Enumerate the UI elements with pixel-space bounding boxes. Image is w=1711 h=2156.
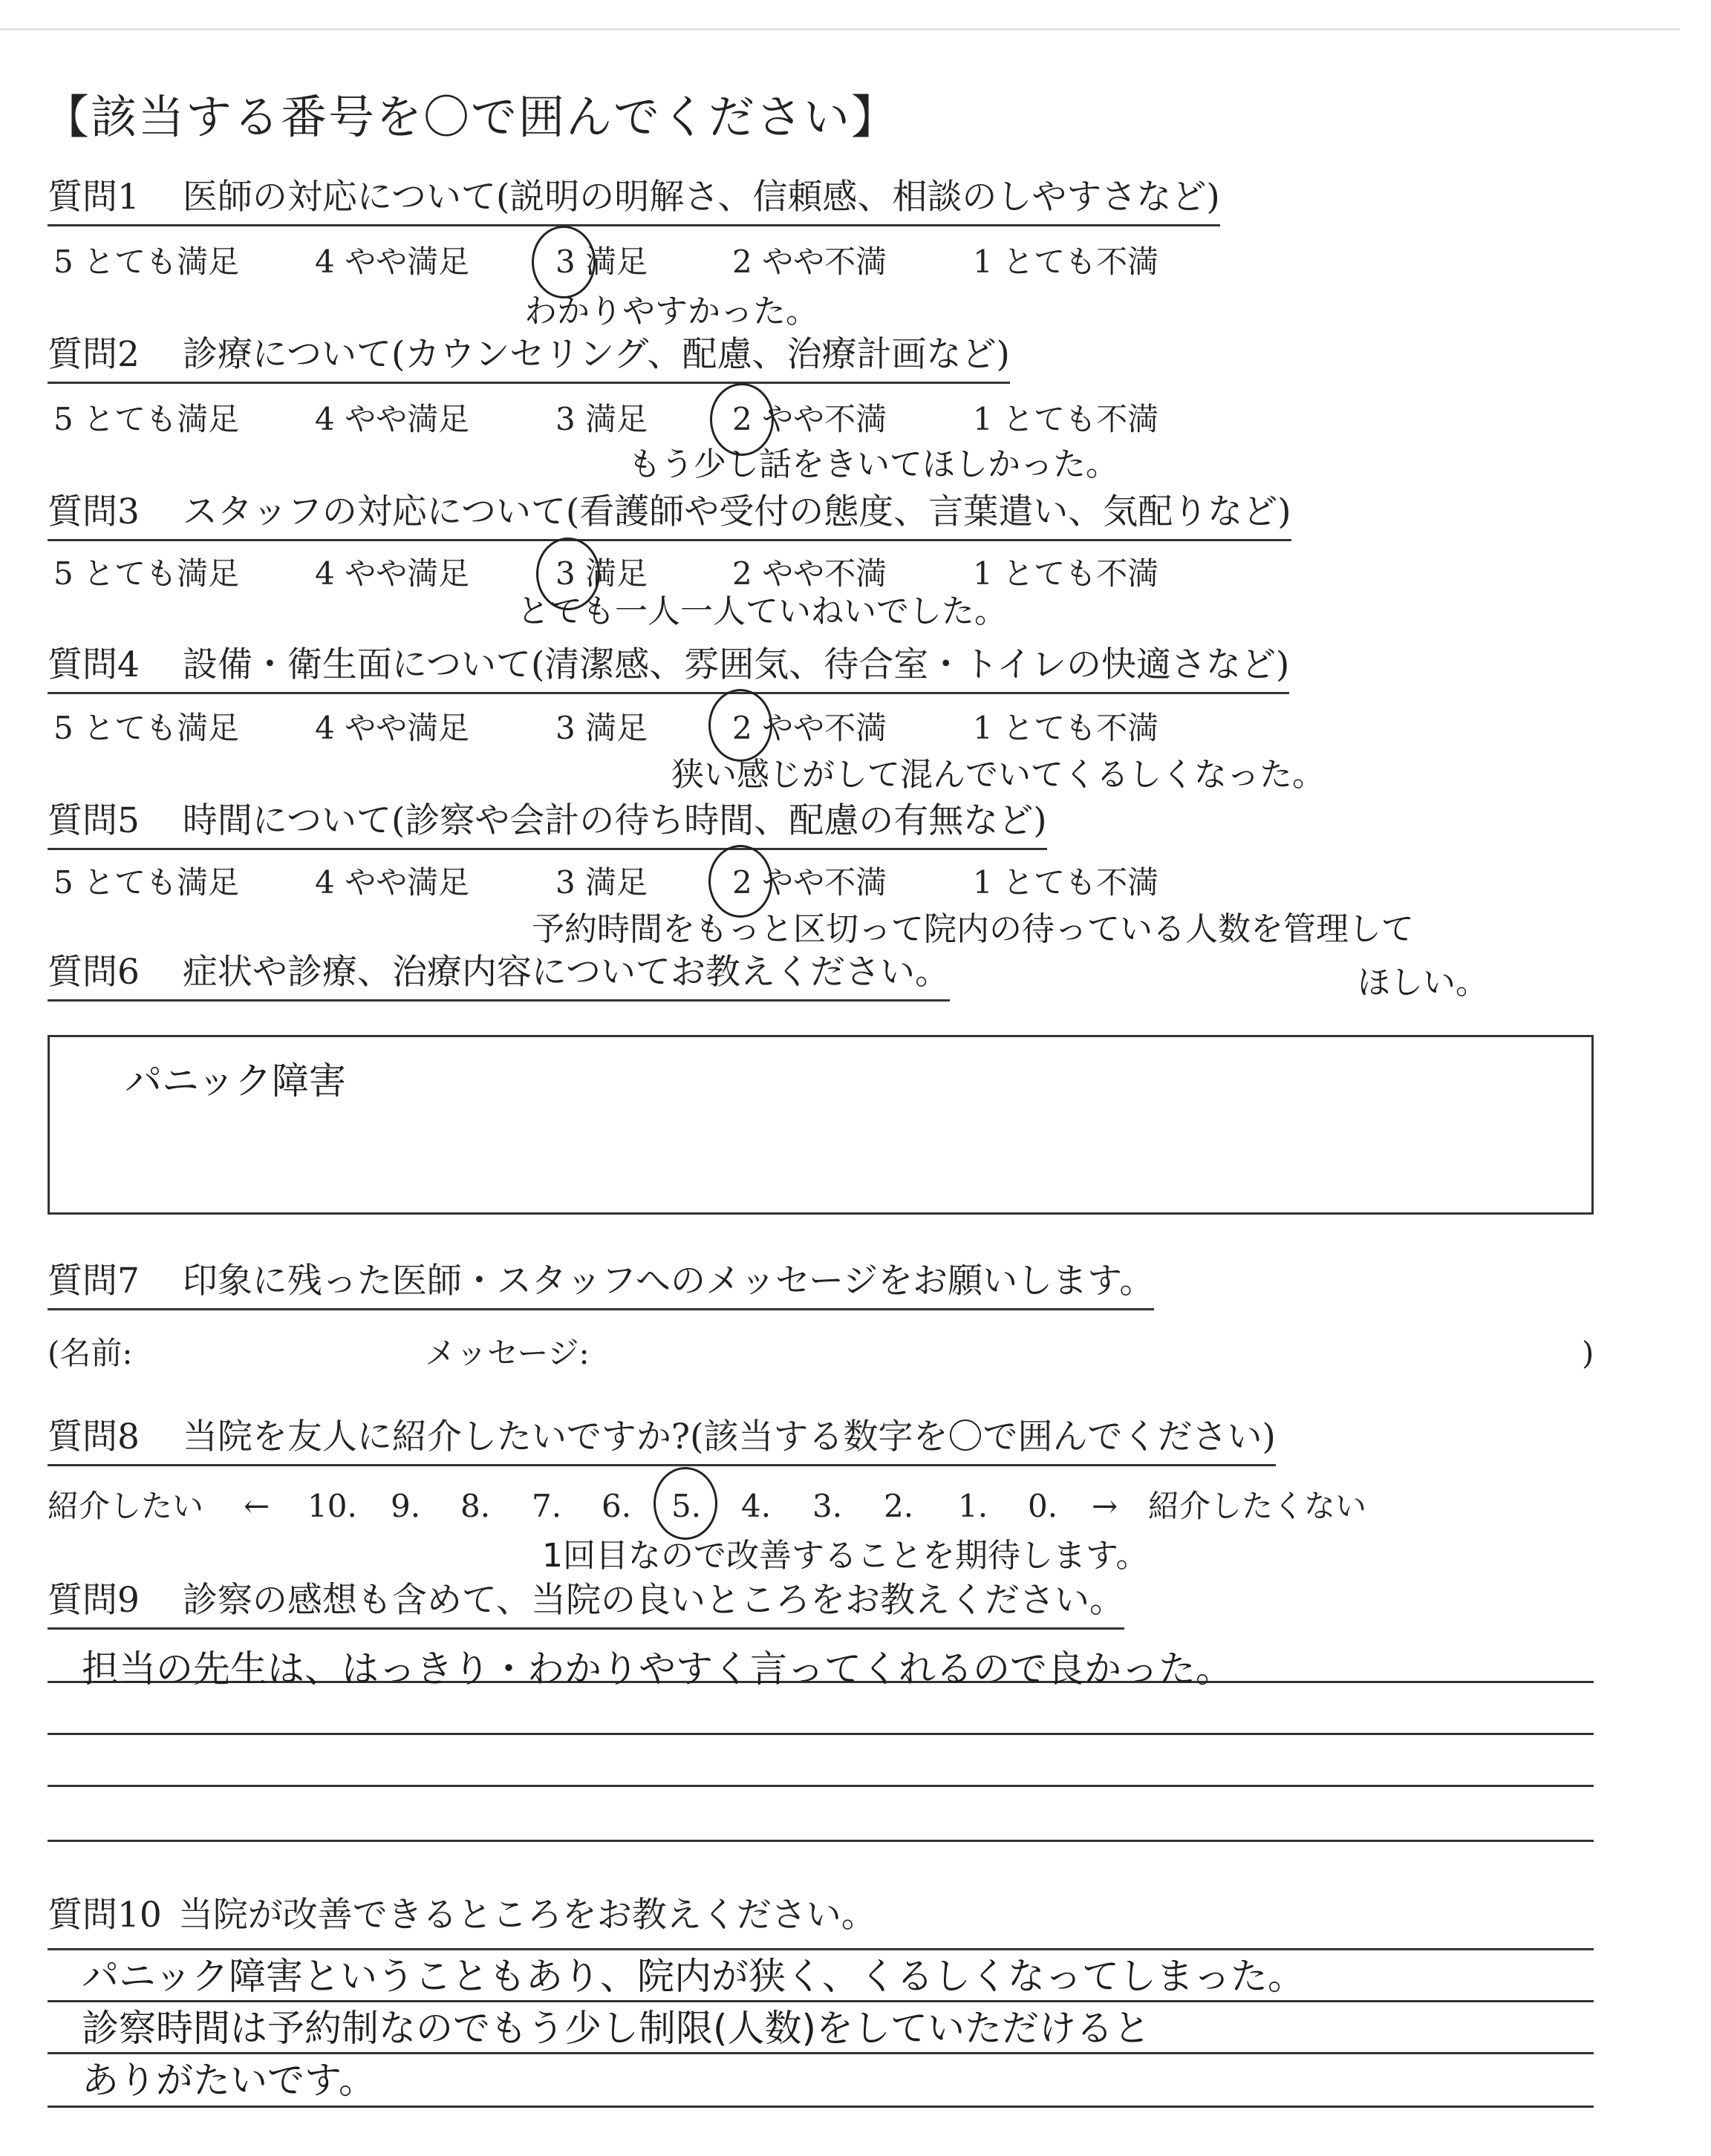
question-1	[48, 177, 1220, 226]
question-10	[48, 1895, 876, 1936]
handwritten-comment: 1回目なので改善することを期待します。	[542, 1537, 1149, 1575]
option-2: 2 やや不満	[732, 864, 887, 901]
answer-line	[48, 2106, 1594, 2108]
question-number: 質問2	[48, 334, 140, 375]
question-7	[48, 1261, 1154, 1310]
name-label: (名前:	[48, 1335, 133, 1371]
question-number: 質問7	[48, 1261, 140, 1301]
question-text: スタッフの対応について(看護師や受付の態度、言葉遣い、気配りなど)	[182, 491, 1291, 532]
scale-7: 7.	[532, 1488, 562, 1524]
handwritten-answer-line-1: パニック障害ということもあり、院内が狭く、くるしくなってしまった。	[82, 1955, 1305, 1998]
scale-8: 8.	[460, 1488, 491, 1524]
top-rule	[0, 28, 1680, 30]
scale-3: 3.	[812, 1488, 843, 1524]
option-3: 3 満足	[555, 401, 648, 437]
arrow-right-icon: →	[1092, 1488, 1118, 1524]
answer-line	[48, 1733, 1594, 1735]
answer-line	[48, 1785, 1594, 1787]
answer-line	[48, 2052, 1594, 2054]
option-1: 1 とても不満	[973, 555, 1159, 592]
question-text: 症状や診療、治療内容についてお教えください。	[182, 952, 950, 993]
question-2	[48, 334, 1010, 384]
question-text: 当院を友人に紹介したいですか?(該当する数字を〇で囲んでください)	[182, 1417, 1276, 1457]
question-9	[48, 1580, 1124, 1630]
question-number: 質問1	[48, 177, 140, 218]
scale-right-label: 紹介したくない	[1148, 1488, 1367, 1524]
handwritten-comment: とても一人一人ていねいでした。	[517, 592, 1007, 630]
option-5: 5 とても満足	[53, 864, 240, 901]
option-3: 3 満足	[555, 864, 648, 901]
scale-0: 0.	[1028, 1488, 1058, 1524]
option-4: 4 やや満足	[315, 555, 470, 592]
option-4: 4 やや満足	[315, 401, 470, 437]
option-3: 3 満足	[555, 244, 648, 280]
question-text: 診療について(カウンセリング、配慮、治療計画など)	[182, 334, 1010, 375]
question-text: 医師の対応について(説明の明解さ、信頼感、相談のしやすさなど)	[182, 177, 1220, 218]
option-5: 5 とても満足	[53, 710, 240, 746]
option-5: 5 とても満足	[53, 244, 240, 280]
question-5	[48, 800, 1047, 850]
selection-circle	[708, 845, 772, 918]
option-2: 2 やや不満	[732, 710, 887, 746]
answer-line	[48, 2000, 1594, 2002]
option-2: 2 やや不満	[732, 244, 887, 280]
question-4	[48, 644, 1289, 694]
handwritten-comment: わかりやすかった。	[524, 293, 818, 330]
option-2: 2 やや不満	[732, 555, 887, 592]
handwritten-answer: 担当の先生は、はっきり・わかりやすく言ってくれるので良かった。	[82, 1647, 1233, 1690]
scale-4: 4.	[741, 1488, 772, 1524]
option-1: 1 とても不満	[973, 864, 1159, 901]
scale-6: 6.	[602, 1488, 632, 1524]
scale-9: 9.	[391, 1488, 421, 1524]
scale-5: 5.	[671, 1488, 702, 1524]
option-3: 3 満足	[555, 710, 648, 746]
question-number: 質問8	[48, 1417, 140, 1457]
question-text: 時間について(診察や会計の待ち時間、配慮の有無など)	[182, 800, 1047, 841]
question-number: 質問10	[48, 1895, 162, 1936]
question-3	[48, 491, 1291, 541]
handwritten-answer-line-3: ありがたいです。	[82, 2059, 376, 2102]
handwritten-comment: もう少し話をきいてほしかった。	[628, 445, 1118, 483]
option-1: 1 とても不満	[973, 244, 1159, 280]
option-5: 5 とても満足	[53, 401, 240, 437]
scale-1: 1.	[958, 1488, 988, 1524]
question-number: 質問3	[48, 491, 140, 532]
question-number: 質問5	[48, 800, 140, 841]
option-4: 4 やや満足	[315, 244, 470, 280]
scale-10: 10.	[307, 1488, 357, 1524]
scale-left-label: 紹介したい	[48, 1488, 204, 1524]
question-number: 質問4	[48, 644, 140, 685]
question-number: 質問6	[48, 952, 140, 993]
question-number: 質問9	[48, 1580, 140, 1621]
question-text: 診察の感想も含めて、当院の良いところをお教えください。	[182, 1580, 1124, 1621]
option-4: 4 やや満足	[315, 864, 470, 901]
option-1: 1 とても不満	[973, 710, 1159, 746]
option-4: 4 やや満足	[315, 710, 470, 746]
arrow-left-icon: ←	[244, 1488, 270, 1524]
selection-circle	[532, 226, 596, 298]
question-6	[48, 952, 950, 1002]
option-3: 3 満足	[555, 555, 648, 592]
handwritten-comment: ほしい。	[1358, 964, 1488, 1002]
answer-line	[48, 1840, 1594, 1842]
handwritten-answer: パニック障害	[125, 1059, 346, 1102]
answer-line	[48, 1948, 1594, 1950]
selection-circle	[708, 689, 772, 762]
form-title: 【該当する番号を〇で囲んでください】	[43, 90, 899, 144]
question-8	[48, 1417, 1276, 1466]
handwritten-answer-line-2: 診察時間は予約制なのでもう少し制限(人数)をしていただけると	[82, 2007, 1151, 2050]
question-text: 印象に残った医師・スタッフへのメッセージをお願いします。	[182, 1261, 1155, 1301]
handwritten-comment: 予約時間をもっと区切って院内の待っている人数を管理して	[532, 910, 1414, 948]
question-text: 当院が改善できるところをお教えください。	[177, 1895, 876, 1936]
selection-circle	[654, 1467, 717, 1540]
scale-2: 2.	[884, 1488, 914, 1524]
question-text: 設備・衛生面について(清潔感、雰囲気、待合室・トイレの快適さなど)	[182, 644, 1290, 685]
option-2: 2 やや不満	[732, 401, 887, 437]
message-label: メッセージ:	[425, 1335, 590, 1371]
option-5: 5 とても満足	[53, 555, 240, 592]
handwritten-comment: 狭い感じがして混んでいてくるしくなった。	[671, 756, 1325, 794]
closing-paren: )	[1582, 1335, 1594, 1371]
option-1: 1 とても不満	[973, 401, 1159, 437]
